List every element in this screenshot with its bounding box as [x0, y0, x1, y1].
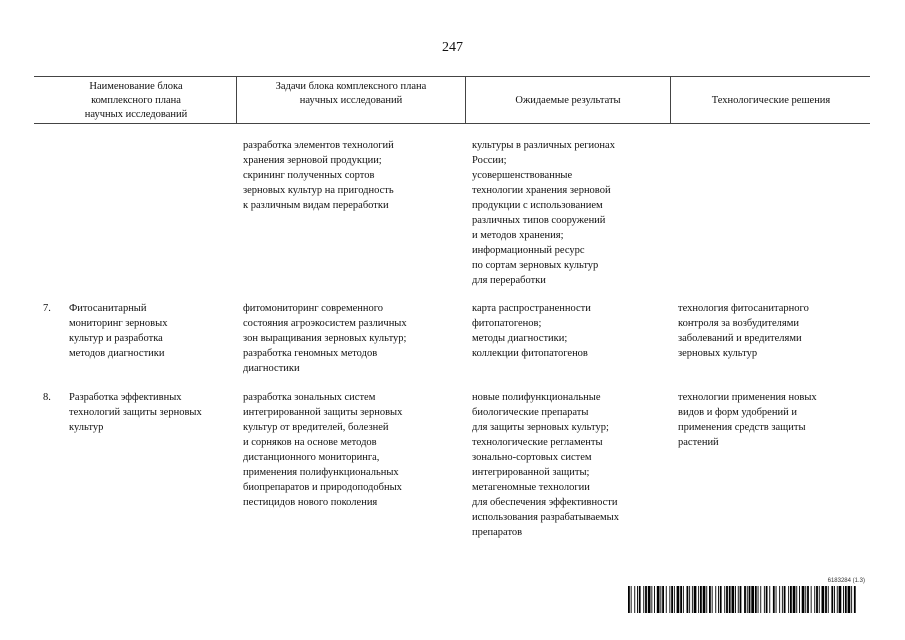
row-number: 7.: [43, 303, 51, 314]
row-tasks: фитомониторинг современного состояния агроэкосистем различных зон выращивания зерновых культур; разработка геномных методов диагностики: [243, 303, 407, 374]
row-tasks: разработка элементов технологий хранения зерновой продукции; скрининг полученных сортов зерновых культур на пригодность к различным видам переработки: [243, 140, 394, 211]
barcode-image: [628, 586, 856, 613]
page-number: 247: [442, 40, 463, 55]
header-tech-solutions: Технологические решения: [711, 95, 831, 106]
header-block-name: Наименование блока комплексного плана научных исследований: [84, 81, 188, 120]
row-tasks: разработка зональных систем интегрированной защиты зерновых культур от вредителей, болезней и сорняков на основе методов дистанционного мониторинга, применения полифункциональных биопрепаратов и природоподобных пестицидов нового поколения: [243, 392, 403, 508]
table-top-rule: [34, 76, 870, 77]
row-tech-solutions: технология фитосанитарного контроля за возбудителями заболеваний и вредителями зерновых культур: [678, 303, 809, 359]
row-results: новые полифункциональные биологические препараты для защиты зерновых культур; технологические регламенты зонально-сортовых систем интегрированной защиты; метагеномные технологии для обеспечения эффективности использования разрабатываемых препаратов: [472, 392, 619, 538]
document-serial: 6183284 (1.3): [827, 578, 865, 584]
row-number: 8.: [43, 392, 51, 403]
row-block-name: Фитосанитарный мониторинг зерновых культур и разработка методов диагностики: [69, 303, 168, 359]
column-divider: [670, 76, 671, 124]
row-block-name: Разработка эффективных технологий защиты зерновых культур: [69, 392, 202, 433]
header-results: Ожидаемые результаты: [515, 95, 621, 106]
table-header-rule: [34, 123, 870, 124]
column-divider: [465, 76, 466, 124]
header-block-tasks: Задачи блока комплексного плана научных исследований: [275, 81, 427, 106]
row-results: карта распространенности фитопатогенов; методы диагностики; коллекции фитопатогенов: [472, 303, 591, 359]
column-divider: [236, 76, 237, 124]
row-results: культуры в различных регионах России; усовершенствованные технологии хранения зерновой продукции с использованием различных типов сооружений и методов хранения; информационный ресурс по сортам зерновых культур для переработки: [472, 140, 615, 286]
row-tech-solutions: технологии применения новых видов и форм удобрений и применения средств защиты растений: [678, 392, 817, 448]
